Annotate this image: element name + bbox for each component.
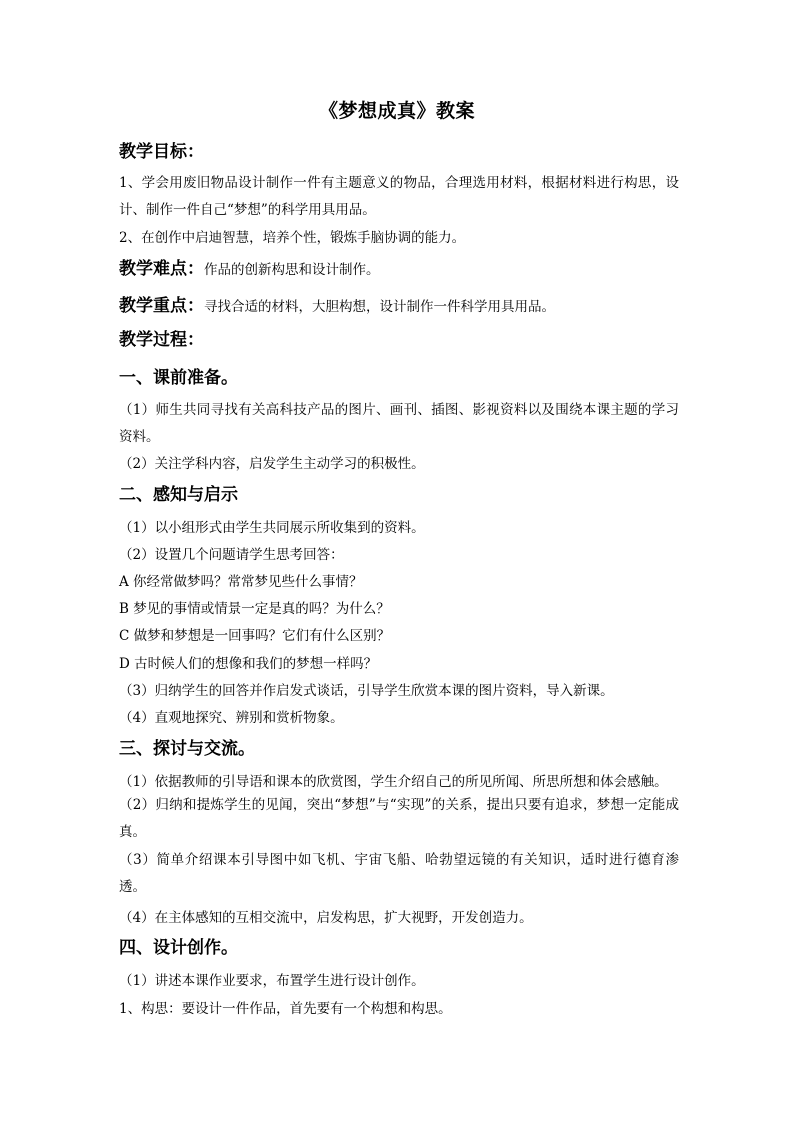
section-3-item-4: （4）在主体感知的互相交流中，启发构思，扩大视野，开发创造力。	[119, 910, 533, 926]
section-2-item-2: （2）设置几个问题请学生思考回答：	[119, 547, 344, 563]
section-3-heading: 三、探讨与交流。	[119, 739, 255, 759]
process-heading: 教学过程：	[119, 330, 204, 350]
section-2-question-d: D 古时候人们的想像和我们的梦想一样吗？	[119, 656, 378, 672]
section-4-item-2: 1、构思：要设计一件作品，首先要有一个构想和构思。	[119, 1001, 452, 1017]
difficulty-heading: 教学难点：	[119, 259, 204, 279]
section-2-item-3: （3）归纳学生的回答并作启发式谈话，引导学生欣赏本课的图片资料，导入新课。	[119, 683, 614, 699]
section-3-item-3: （3）简单介绍课本引导图中如飞机、宇宙飞船、哈勃望远镜的有关知识，适时进行德育渗透。	[119, 852, 679, 895]
section-2-heading: 二、感知与启示	[119, 485, 238, 505]
section-3-item-2: （2）归纳和提炼学生的见闻，突出“梦想”与“实现”的关系，提出只要有追求，梦想一定能成真。	[119, 797, 679, 840]
section-1-item-2: （2）关注学科内容，启发学生主动学习的积极性。	[119, 456, 425, 472]
difficulty-text: 作品的创新构思和设计制作。	[204, 262, 380, 278]
section-2-question-a: A 你经常做梦吗？常常梦见些什么事情？	[119, 574, 363, 590]
objective-item-2: 2、在创作中启迪智慧，培养个性，锻炼手脑协调的能力。	[119, 230, 466, 246]
objective-item-1: 1、学会用废旧物品设计制作一件有主题意义的物品，合理选用材料，根据材料进行构思，设计、制作一件自己“梦想”的科学用具用品。	[119, 175, 679, 218]
key-points-text: 寻找合适的材料，大胆构想，设计制作一件科学用具用品。	[204, 299, 555, 315]
difficulty-row	[119, 257, 380, 282]
section-1-item-1: （1）师生共同寻找有关高科技产品的图片、画刊、插图、影视资料以及围绕本课主题的学习资料。	[119, 402, 679, 445]
section-2-question-b: B 梦见的事情或情景一定是真的吗？为什么？	[119, 601, 390, 617]
objectives-heading: 教学目标：	[119, 142, 204, 162]
section-2-item-4: （4）直观地探究、辨别和赏析物象。	[119, 710, 344, 726]
section-4-heading: 四、设计创作。	[119, 938, 238, 958]
key-points-row	[119, 294, 555, 319]
section-1-heading: 一、课前准备。	[119, 368, 238, 388]
document-title: 《梦想成真》教案	[318, 100, 475, 122]
key-points-heading: 教学重点：	[119, 296, 204, 316]
section-2-item-1: （1）以小组形式由学生共同展示所收集到的资料。	[119, 520, 425, 536]
section-3-item-1: （1）依据教师的引导语和课本的欣赏图，学生介绍自己的所见所闻、所思所想和体会感触。	[119, 774, 668, 790]
section-4-item-1: （1）讲述本课作业要求，布置学生进行设计创作。	[119, 973, 425, 989]
section-2-question-c: C 做梦和梦想是一回事吗？它们有什么区别？	[119, 628, 391, 644]
